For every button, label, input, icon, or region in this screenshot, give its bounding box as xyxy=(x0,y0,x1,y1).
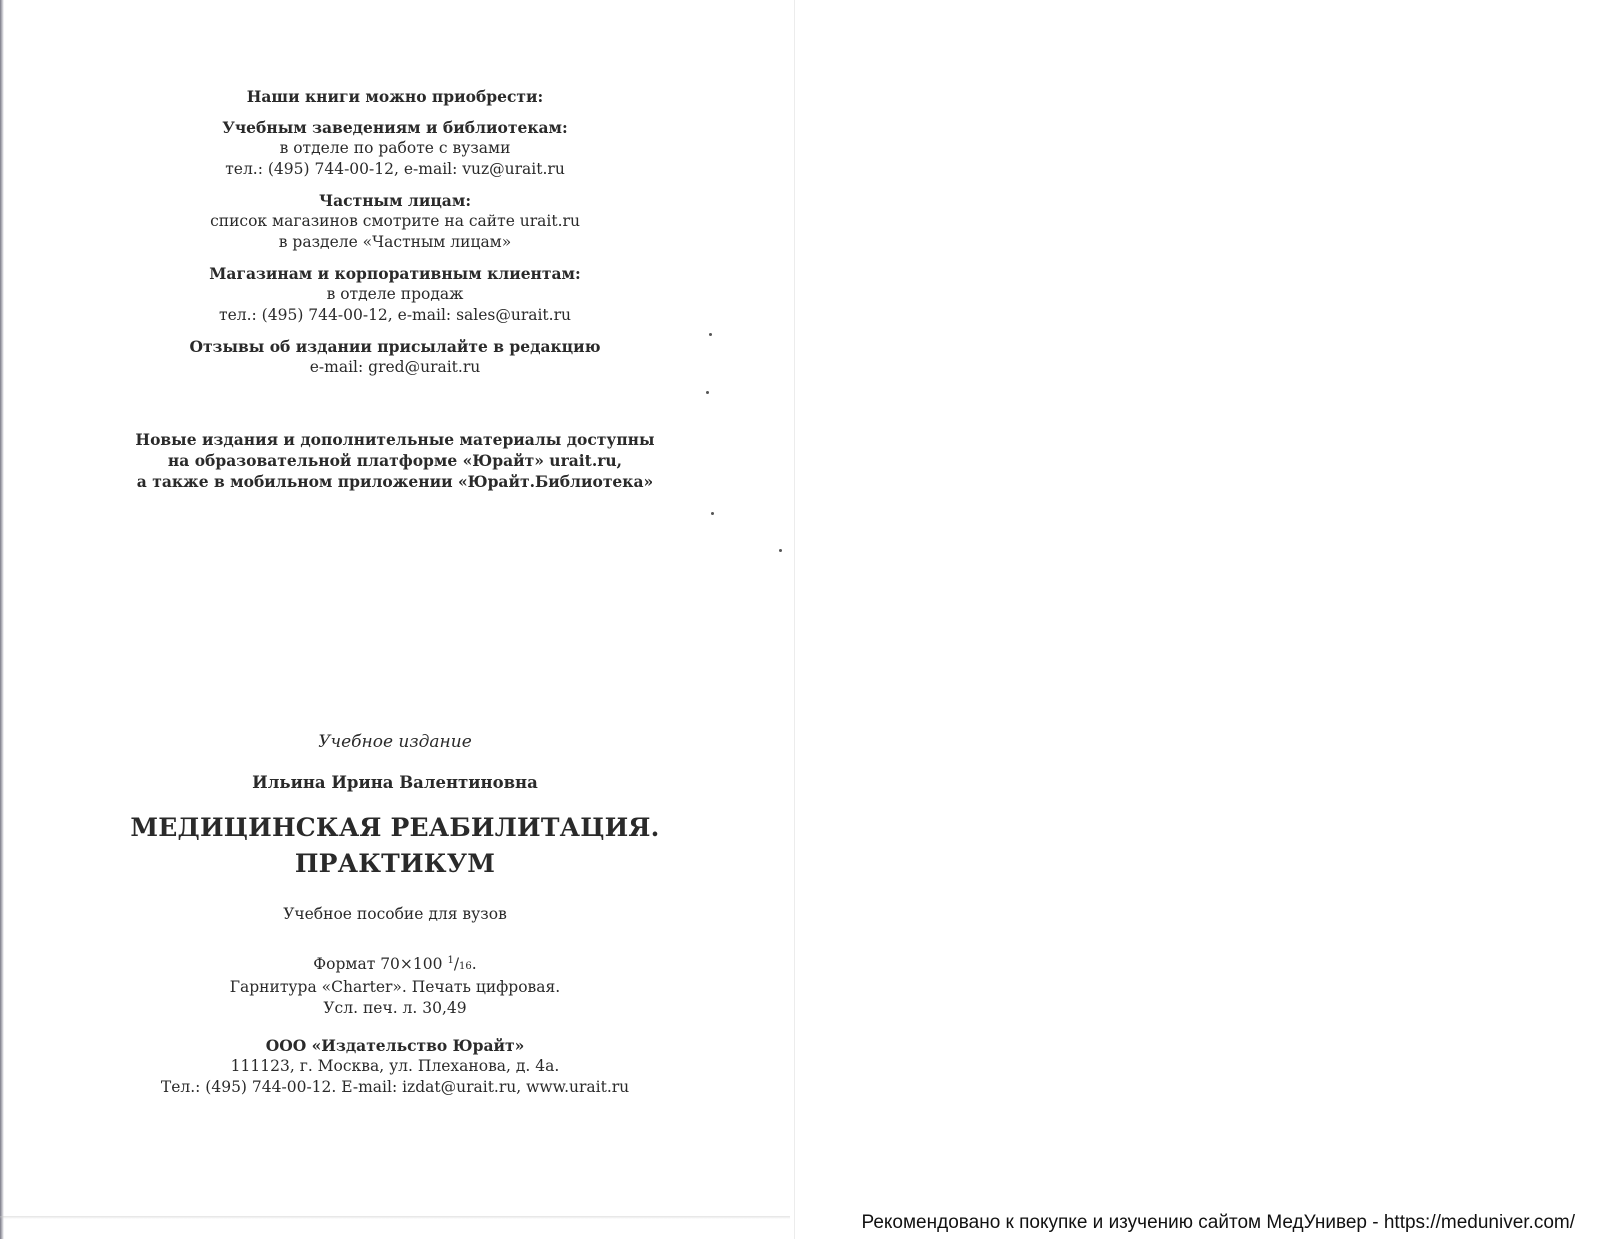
platform-line1: Новые издания и дополнительные материалы доступны xyxy=(135,430,655,449)
author-name: Ильина Ирина Валентиновна xyxy=(252,773,538,792)
book-title-line2: ПРАКТИКУМ xyxy=(294,849,496,878)
book-subtitle: Учебное пособие для вузов xyxy=(283,905,507,923)
platform-line3: а также в мобильном приложении «Юрайт.Библиотека» xyxy=(136,472,654,491)
feedback-line1: e-mail: gred@urait.ru xyxy=(309,358,481,376)
publisher-contacts: Тел.: (495) 744-00-12. E-mail: izdat@urait.ru, www.urait.ru xyxy=(160,1078,630,1096)
publisher-info xyxy=(80,1035,710,1098)
institutions-line2: тел.: (495) 744-00-12, e-mail: vuz@urait.ru xyxy=(225,160,565,178)
shops-line1: в отделе продаж xyxy=(326,285,464,303)
feedback-title: Отзывы об издании присылайте в редакцию xyxy=(189,337,601,356)
publisher-address: 111123, г. Москва, ул. Плеханова, д. 4а. xyxy=(230,1057,560,1075)
institutions-line1: в отделе по работе с вузами xyxy=(279,139,511,157)
scan-speck xyxy=(779,549,782,552)
platform-line2: на образовательной платформе «Юрайт» urait.ru, xyxy=(167,451,623,470)
book-title xyxy=(60,810,730,882)
purchase-info xyxy=(80,86,710,378)
imprint-info xyxy=(80,950,710,1019)
book-title-line1: МЕДИЦИНСКАЯ РЕАБИЛИТАЦИЯ. xyxy=(130,813,660,842)
format-numerator: 1 xyxy=(447,955,454,966)
scan-speck xyxy=(706,391,709,394)
format-prefix: Формат 70×100 xyxy=(313,955,448,973)
publisher-name: ООО «Издательство Юрайт» xyxy=(265,1036,525,1055)
watermark-text: Рекомендовано к покупке и изучению сайтом МедУнивер - https://meduniver.com/ xyxy=(855,1212,1575,1239)
left-page xyxy=(0,0,790,1239)
edition-type: Учебное издание xyxy=(318,732,472,752)
scan-speck xyxy=(709,333,712,336)
purchase-heading: Наши книги можно приобрести: xyxy=(246,87,544,106)
page-bottom-shadow xyxy=(0,1216,790,1219)
format-line: Формат 70×100 $^1$/16. xyxy=(313,955,477,973)
institutions-title: Учебным заведениям и библиотекам: xyxy=(222,118,568,137)
sheets-line: Усл. печ. л. 30,49 xyxy=(323,999,467,1017)
shops-line2: тел.: (495) 744-00-12, e-mail: sales@urait.ru xyxy=(219,306,571,324)
individuals-title: Частным лицам: xyxy=(318,191,472,210)
platform-info xyxy=(80,429,710,492)
page-spine xyxy=(794,0,795,1239)
shops-title: Магазинам и корпоративным клиентам: xyxy=(209,264,581,283)
individuals-line2: в разделе «Частным лицам» xyxy=(278,233,512,251)
scan-edge xyxy=(0,0,4,1239)
scan-speck xyxy=(711,512,714,515)
format-suffix: . xyxy=(471,955,477,973)
format-denominator: 16 xyxy=(459,961,472,972)
individuals-line1: список магазинов смотрите на сайте urait.ru xyxy=(210,212,580,230)
typeface-line: Гарнитура «Charter». Печать цифровая. xyxy=(229,978,561,996)
